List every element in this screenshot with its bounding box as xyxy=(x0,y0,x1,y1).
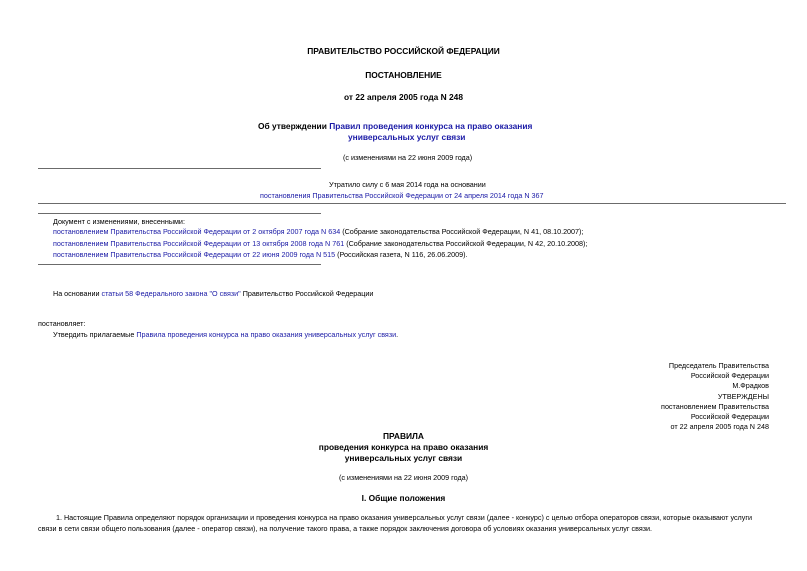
rules-subtitle-line1: проведения конкурса на право оказания xyxy=(318,442,489,452)
amendment-source: (Российская газета, N 116, 26.06.2009). xyxy=(335,250,468,259)
approval-line: УТВЕРЖДЕНЫ xyxy=(717,391,769,401)
signature-line: Председатель Правительства xyxy=(668,361,769,370)
section-heading: I. Общие положения xyxy=(361,493,446,503)
subject-amended-note: (с изменениями на 22 июня 2009 года) xyxy=(343,153,473,162)
amendments-intro: Документ с изменениями, внесенными: xyxy=(53,217,185,226)
amendment-item xyxy=(53,227,583,236)
amendment-link[interactable]: постановлением Правительства Российской Федерации от 13 октября 2008 года N 761 xyxy=(53,239,345,248)
amendment-link[interactable]: постановлением Правительства Российской Федерации от 2 октября 2007 года N 634 xyxy=(53,227,341,236)
divider xyxy=(38,203,786,204)
rules-link[interactable]: Правила проведения конкурса на право оказания универсальных услуг связи xyxy=(136,330,397,339)
rules-title: ПРАВИЛА xyxy=(383,431,424,441)
amendment-link[interactable]: постановлением Правительства Российской Федерации от 22 июня 2009 года N 515 xyxy=(53,250,336,259)
subject-link-line2[interactable]: универсальных услуг связи xyxy=(348,132,466,142)
rules-subtitle-line2: универсальных услуг связи xyxy=(344,453,463,463)
document-type: ПОСТАНОВЛЕНИЕ xyxy=(365,70,442,80)
basis-paragraph xyxy=(53,289,373,298)
subject-prefix: Об утверждении xyxy=(258,121,327,131)
divider xyxy=(38,168,321,169)
amendment-item xyxy=(53,250,468,259)
subject-title xyxy=(258,121,532,131)
decree-suffix: . xyxy=(396,330,399,339)
signature-block xyxy=(661,361,769,432)
signature-line: М.Фрадков xyxy=(732,381,769,391)
divider xyxy=(38,264,321,265)
subject-link-line1[interactable]: Правил проведения конкурса на право оказания xyxy=(329,121,533,131)
rules-paragraph-1: 1. Настоящие Правила определяют порядок организации и проведения конкурса на право оказания универсальных услуг связи (далее - конкурс) с целью отбора операторов связи, которые оказывают услуги связи в сети связи общего пользования (далее - оператор связи), на получение такого права, а также порядок заключения договора об условиях оказания универсальных услуг связи. xyxy=(38,513,752,533)
rules-amended-note: (с изменениями на 22 июня 2009 года) xyxy=(338,473,469,482)
decree-prefix: Утвердить прилагаемые xyxy=(53,330,137,339)
amendment-item xyxy=(53,239,587,248)
decree-paragraph xyxy=(53,330,398,339)
approval-line: от 22 апреля 2005 года N 248 xyxy=(670,422,769,432)
basis-prefix: На основании xyxy=(53,289,102,298)
approval-line: Российской Федерации xyxy=(690,412,769,422)
document-date: от 22 апреля 2005 года N 248 xyxy=(344,92,463,102)
government-heading: ПРАВИТЕЛЬСТВО РОССИЙСКОЙ ФЕДЕРАЦИИ xyxy=(307,46,500,56)
basis-suffix: Правительство Российской Федерации xyxy=(240,289,374,298)
basis-law-link[interactable]: статьи 58 Федерального закона "О связи" xyxy=(101,289,241,298)
amendment-source: (Собрание законодательства Российской Федерации, N 42, 20.10.2008); xyxy=(344,239,588,248)
divider xyxy=(38,213,321,214)
amendment-source: (Собрание законодательства Российской Федерации, N 41, 08.10.2007); xyxy=(340,227,584,236)
approval-line: постановлением Правительства xyxy=(661,401,769,411)
signature-line: Российской Федерации xyxy=(690,371,769,381)
validity-link[interactable]: постановления Правительства Российской Федерации от 24 апреля 2014 года N 367 xyxy=(260,191,544,200)
validity-note: Утратило силу с 6 мая 2014 года на основании xyxy=(329,180,486,189)
decree-label: постановляет: xyxy=(38,319,86,328)
